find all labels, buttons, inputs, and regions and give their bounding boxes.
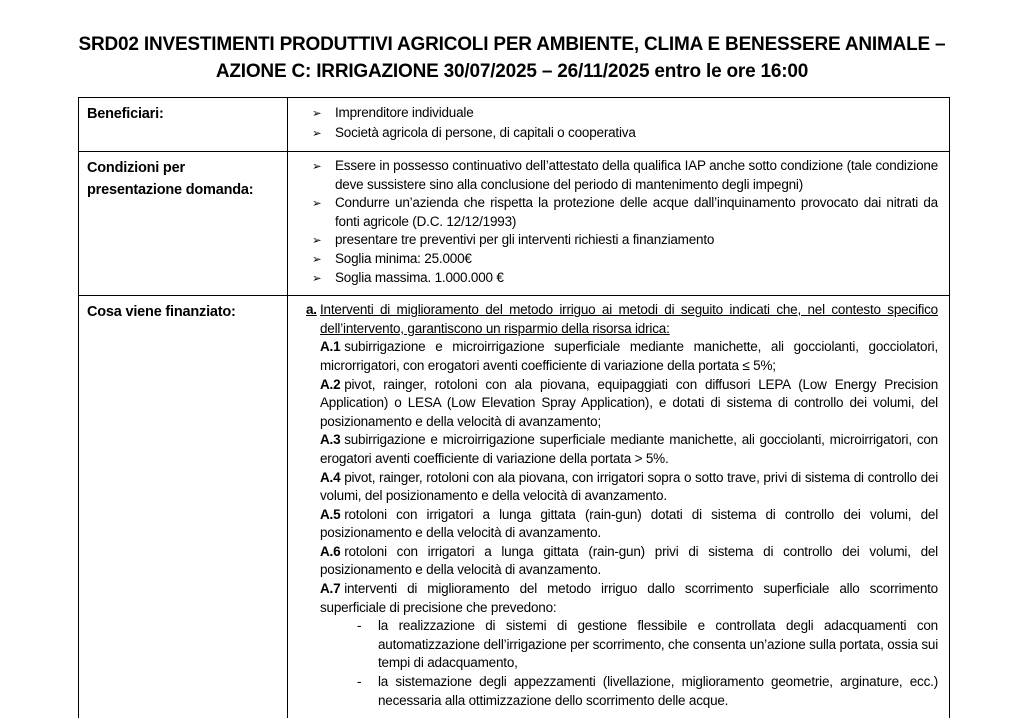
measure-code: A.1 — [320, 339, 341, 355]
table-row-finanziato — [79, 295, 949, 718]
measure-item-a2 — [306, 376, 938, 432]
item-letter-marker: a. — [306, 302, 317, 318]
row-content-finanziato — [288, 296, 949, 718]
row-label-beneficiari: Beneficiari: — [79, 98, 288, 151]
measure-code: A.7 — [320, 581, 341, 597]
list-item — [306, 157, 938, 194]
list-item-text: Imprenditore individuale — [335, 105, 474, 120]
list-item-text: Soglia massima. 1.000.000 € — [335, 269, 504, 285]
measure-text: pivot, rainger, rotoloni con ala piovana, con irrigatori sopra o sotto trave, privi di sistema di controllo dei volumi, del posizionamento e della velocità di avanzamento. — [320, 469, 938, 504]
document-title-line-2: AZIONE C: IRRIGAZIONE 30/07/2025 – 26/11/2025 entro le ore 16:00 — [215, 61, 809, 82]
dash-bullet-icon: - — [357, 618, 362, 634]
arrow-bullet-icon: ➢ — [312, 270, 322, 285]
arrow-bullet-icon: ➢ — [312, 251, 322, 266]
financed-intro — [306, 301, 938, 338]
list-item-text: Società agricola di persone, di capitali o cooperativa — [335, 125, 636, 140]
measure-code: A.5 — [320, 506, 341, 522]
measure-text: interventi di miglioramento del metodo irriguo dallo scorrimento superficiale allo scorrimento superficiale di precisione che prevedono: — [320, 581, 938, 615]
measure-text: rotoloni con irrigatori a lunga gittata (rain-gun) privi di sistema di controllo dei volumi, del posizionamento e della velocità di avanzamento. — [320, 543, 938, 578]
document-title — [0, 0, 1024, 85]
list-item — [306, 269, 938, 288]
measure-item-a4 — [306, 469, 938, 506]
document-table — [78, 97, 950, 718]
measure-item-a1 — [306, 338, 938, 375]
measure-code: A.3 — [320, 432, 341, 448]
arrow-bullet-icon: ➢ — [312, 126, 322, 140]
measure-item-a6 — [306, 543, 938, 580]
measure-text: pivot, rainger, rotoloni con ala piovana, equipaggiati con diffusori LEPA (Low Energy Precision Application) o LESA (Low Elevation Spray Application), e dotati di sistema di controllo dei volumi, del posizionamento e della velocità di avanzamento; — [320, 376, 938, 429]
list-item-text: presentare tre preventivi per gli interventi richiesti a finanziamento — [335, 232, 715, 248]
list-item — [306, 231, 938, 250]
measure-code: A.4 — [320, 469, 341, 485]
row-content-condizioni — [288, 152, 949, 295]
list-item-text: Soglia minima: 25.000€ — [335, 250, 472, 266]
row-label-finanziato: Cosa viene finanziato: — [79, 296, 288, 718]
measure-text: rotoloni con irrigatori a lunga gittata (rain-gun) dotati di sistema di controllo dei volumi, del posizionamento e della velocità di avanzamento. — [320, 506, 938, 541]
list-item-text: Condurre un’azienda che rispetta la protezione delle acque dall’inquinamento provocato dai nitrati da fonti agricole (D.C. 12/12/1993) — [335, 195, 938, 229]
arrow-bullet-icon: ➢ — [312, 196, 322, 211]
measure-text: subirrigazione e microirrigazione superficiale mediante manichette, ali gocciolanti, microirrigatori, con erogatori aventi coefficiente di variazione della portata > 5%. — [320, 432, 938, 466]
list-item — [306, 250, 938, 269]
document-title-line-1: SRD02 INVESTIMENTI PRODUTTIVI AGRICOLI PER AMBIENTE, CLIMA E BENESSERE ANIMALE – — [78, 34, 946, 55]
list-item — [306, 194, 938, 231]
sub-list-item-text: la realizzazione di sistemi di gestione flessibile e controllata degli adacquamenti con automatizzazione dell’irrigazione per scorrimento, che consenta un’azione sulla portata, ossia sui tempi di adacquamento, — [378, 618, 938, 671]
measure-item-a5 — [306, 506, 938, 543]
sub-list-item — [306, 673, 938, 710]
arrow-bullet-icon: ➢ — [312, 233, 322, 248]
arrow-bullet-icon: ➢ — [312, 106, 322, 120]
measure-code: A.2 — [320, 376, 341, 392]
measure-item-a3 — [306, 431, 938, 468]
list-item — [306, 123, 938, 143]
row-label-condizioni: Condizioni per presentazione domanda: — [79, 152, 288, 295]
table-row-condizioni — [79, 151, 949, 295]
measure-text: subirrigazione e microirrigazione superficiale mediante manichette, ali gocciolanti, gocciolatori, microrrigatori, con erogatori aventi coefficiente di variazione della portata ≤ 5%; — [320, 339, 938, 373]
table-row-beneficiari — [79, 98, 949, 151]
sub-list-item — [306, 617, 938, 673]
list-item — [306, 103, 938, 123]
financed-intro-text: Interventi di miglioramento del metodo irriguo ai metodi di seguito indicati che, nel contesto specifico dell’intervento, garantiscono un risparmio della risorsa idrica: — [320, 302, 938, 336]
sub-list-item-text: la sistemazione degli appezzamenti (livellazione, miglioramento geometrie, arginature, ecc.) necessaria alla ottimizzazione dello scorrimento delle acque. — [378, 674, 938, 708]
arrow-bullet-icon: ➢ — [312, 159, 322, 173]
dash-bullet-icon: - — [357, 674, 362, 690]
measure-code: A.6 — [320, 543, 341, 559]
measure-item-a7 — [306, 580, 938, 617]
row-content-beneficiari — [288, 98, 949, 151]
list-item-text: Essere in possesso continuativo dell’attestato della qualifica IAP anche sotto condizione (tale condizione deve sussistere sino alla conclusione del periodo di mantenimento degli impegni) — [335, 158, 938, 192]
